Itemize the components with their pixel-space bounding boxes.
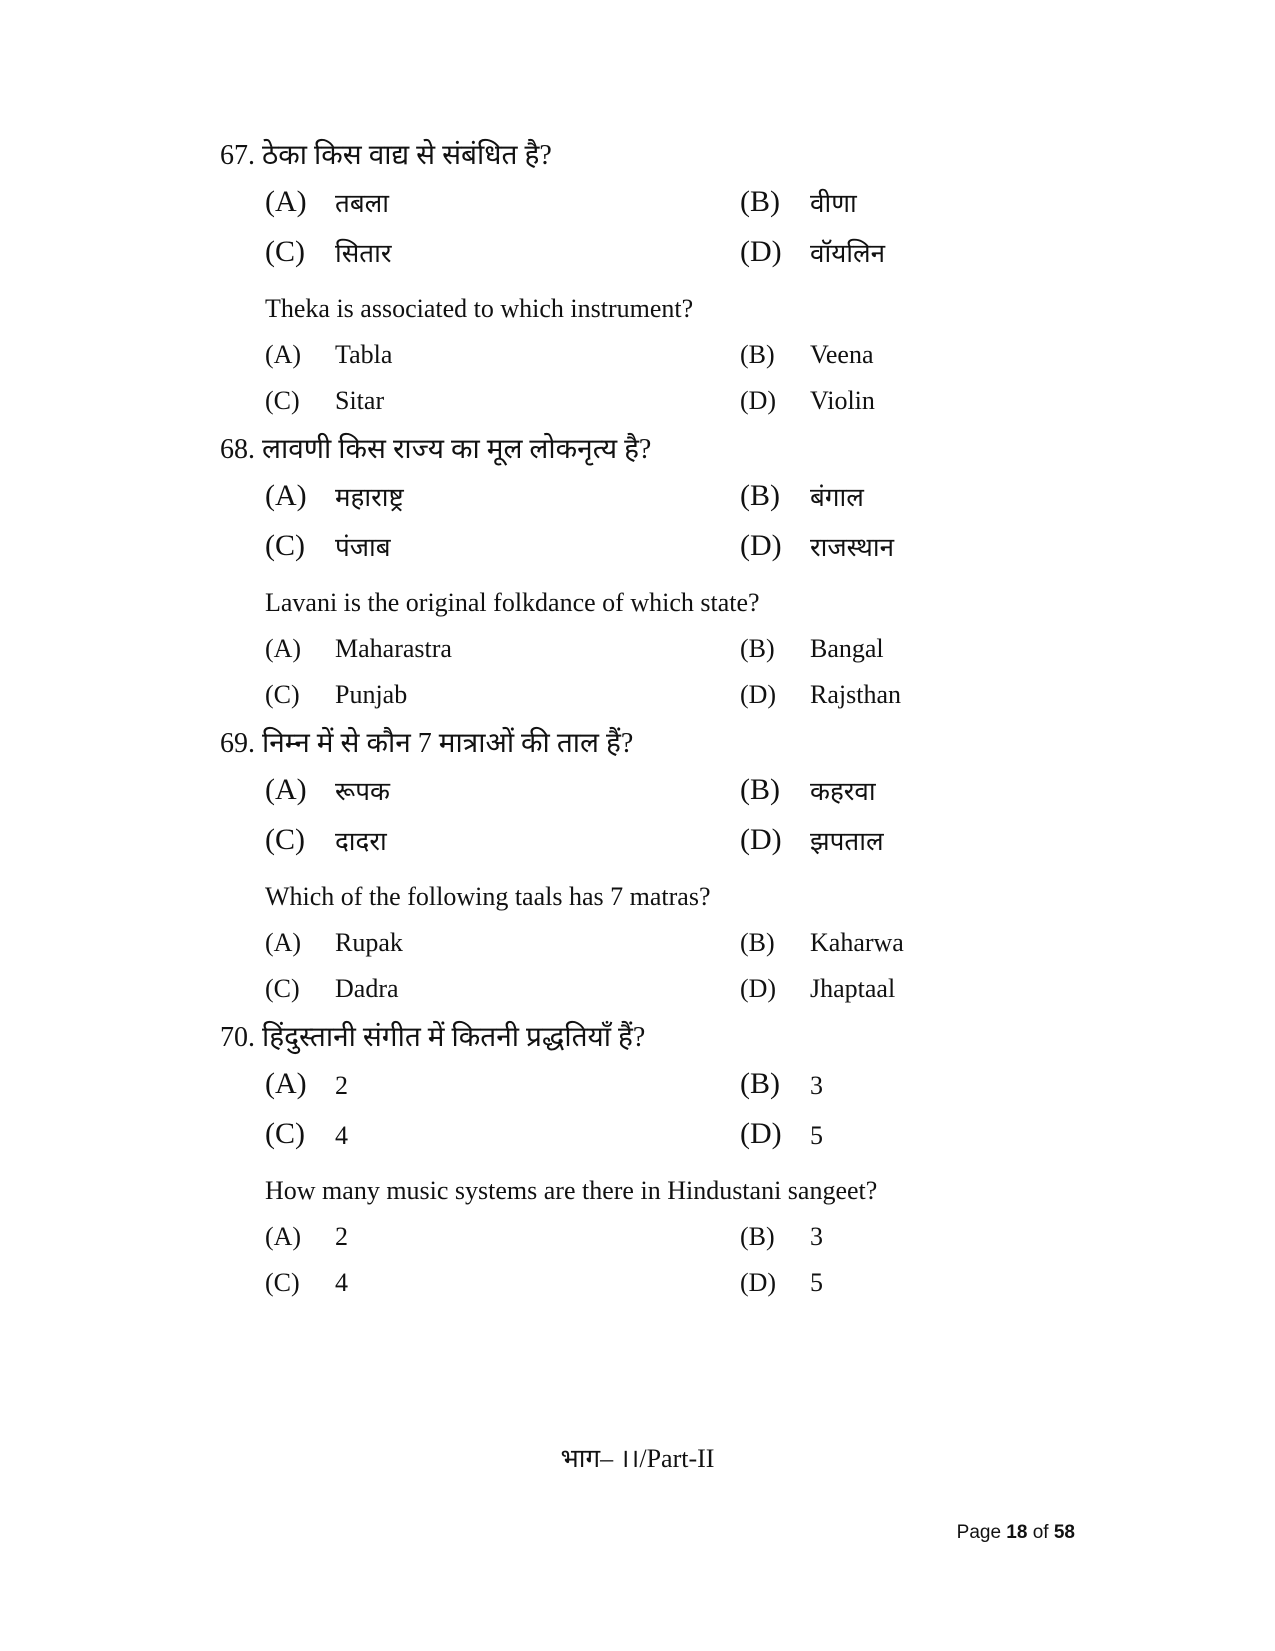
page-number: Page 18 of 58 xyxy=(956,1522,1075,1543)
question-hindi-text: 70. हिंदुस्तानी संगीत में कितनी प्रद्धतियाँ हैं? xyxy=(220,1022,646,1053)
question-68: 68. लावणी किस राज्य का मूल लोकनृत्य है? (A) महाराष्ट्र (B) बंगाल (C) पंजाब (D) राजस्थान Lavani is the original folkdance of which state? (A) Maharastra (B) Bangal (C) Punjab (D) Rajsthan xyxy=(220,434,901,709)
question-english-text: Theka is associated to which instrument? xyxy=(265,294,694,323)
question-69: 69. निम्न में से कौन 7 मात्राओं की ताल हैं? (A) रूपक (B) कहरवा (C) दादरा (D) झपताल Which of the following taals has 7 matras? (A) Rupak (B) Kaharwa (C) Dadra (D) Jhaptaal xyxy=(220,728,904,1003)
question-70: 70. हिंदुस्तानी संगीत में कितनी प्रद्धतियाँ हैं? (A) 2 (B) 3 (C) 4 (D) 5 How many music systems are there in Hindustani sangeet? (A) 2 (B) 3 (C) 4 (D) 5 xyxy=(220,1022,878,1297)
question-english-text: How many music systems are there in Hindustani sangeet? xyxy=(265,1176,878,1205)
question-hindi-text: 68. लावणी किस राज्य का मूल लोकनृत्य है? xyxy=(220,434,652,465)
question-english-text: Which of the following taals has 7 matras? xyxy=(265,882,711,911)
question-hindi-text: 67. ठेका किस वाद्य से संबंधित है? xyxy=(220,140,552,171)
question-67: 67. ठेका किस वाद्य से संबंधित है? (A) तबला (B) वीणा (C) सितार (D) वॉयलिन Theka is associated to which instrument? (A) Tabla (B) Veena (C) Sitar (D) Violin xyxy=(220,140,886,415)
part-label: भाग– ।।/Part-II xyxy=(560,1444,715,1473)
question-hindi-text: 69. निम्न में से कौन 7 मात्राओं की ताल हैं? xyxy=(220,728,634,759)
question-english-text: Lavani is the original folkdance of which state? xyxy=(265,588,760,617)
